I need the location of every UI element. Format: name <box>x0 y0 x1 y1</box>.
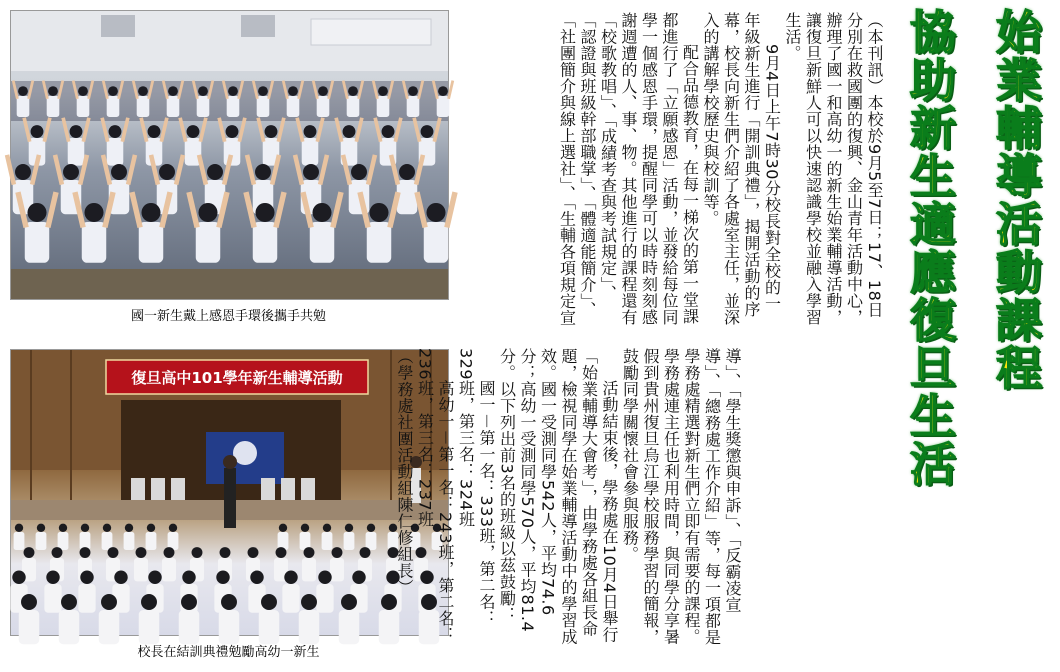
headline-main: 始業輔導活動課程 <box>989 8 1043 392</box>
ranking-junior: 國一－第一名：333班，第二名：329班，第三名：324班 <box>456 348 496 627</box>
article-column-upper <box>454 12 884 326</box>
article-author: （學務處社團活動組陳仁修組長） <box>395 348 414 596</box>
gym-crowd-illustration <box>11 11 448 299</box>
article-paragraph: （本刊訊）本校於9月5至7日；17、18日分別在救國團的復興、金山青年活動中心，辦理了國一和高幼一的新生始業輔導活動，讓復旦新鮮人可以快速認識學校並融入學習生活。 <box>783 12 884 326</box>
photo2-caption: 校長在結訓典禮勉勵高幼一新生 <box>137 645 320 660</box>
auditorium-illustration <box>11 350 448 635</box>
headline-sub: 協助新生適應復旦生活 <box>903 8 957 488</box>
article-paragraph: 9月4日上午7時30分校長對全校的一年級新生進行「開訓典禮」，揭開活動的序幕，校長向新生們介紹了各處室主任，並深入的講解學校歷史與校訓等。 <box>701 12 782 326</box>
ranking-senior: 高幼一－第一名：243班，第二名：236班，第三名：237班 <box>415 348 455 644</box>
article-paragraph: 活動結束後，學務處在10月4日舉行「始業輔導大會考」，由學務處各組長命題，檢視同學在始業輔導活動中的學習成效。國一受測同學542人，平均74.6分；高幼一受測同學570人，平均81.4分。以下列出前3名的班級以茲鼓勵： <box>497 348 619 645</box>
photo-principal-speech <box>10 349 449 636</box>
article-column-lower <box>395 348 742 648</box>
banner-text: 復旦高中101學年新生輔導活動 <box>131 369 343 387</box>
article-paragraph: 導」、「學生獎懲與申訴」、「反霸凌宣導」、「總務處工作介紹」等，每一項都是學務處精選對新生們立即有需要的課程。學務處連主任也利用時間，與同學分享暑假到貴州復旦烏江學校服務學習的簡報，鼓勵同學關懷社會參與服務。 <box>620 348 742 646</box>
photo-students-holding-hands <box>10 10 449 300</box>
article-paragraph: 配合品德教育，在每一梯次的第一堂課都進行了「立願感恩」活動，並發給每位同學一個感恩手環，提醒同學可以時時刻刻感謝週遭的人、事、物。其他進行的課程還有「校歌教唱」、「成績考查與考試規定」、「認證與班級幹部職掌」、「體適能簡介」、「社團簡介與線上選社」、「生輔各項規定宣 <box>557 12 700 326</box>
photo1-caption: 國一新生戴上感恩手環後攜手共勉 <box>130 309 326 324</box>
